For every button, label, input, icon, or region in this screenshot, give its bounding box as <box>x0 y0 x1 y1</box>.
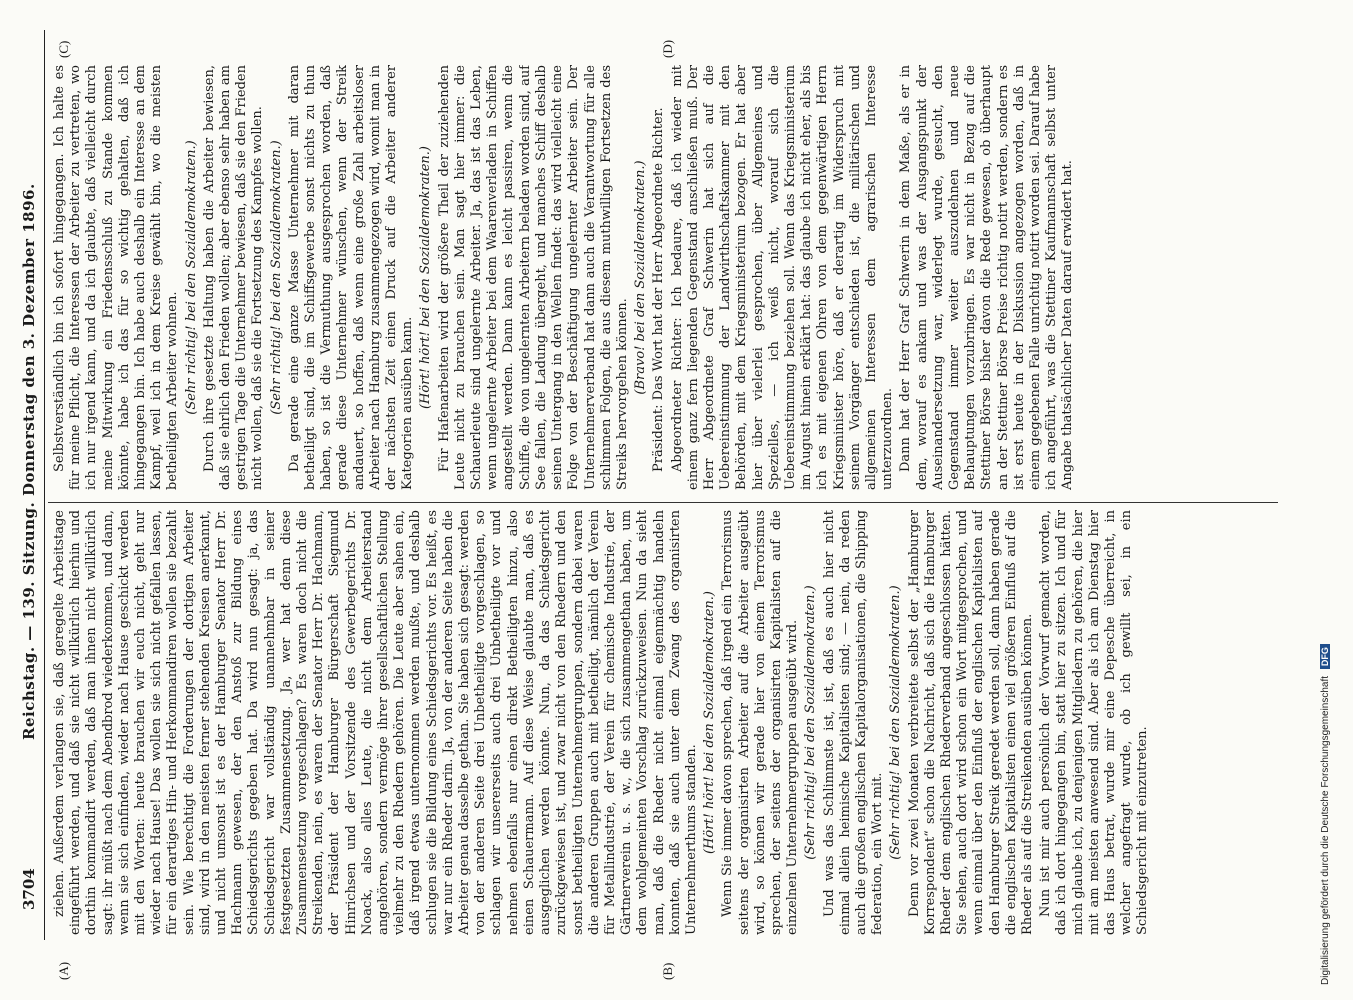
footer-text: Digitalisierung gefördert durch die Deutsche Forschungsgemeinschaft <box>1320 675 1331 985</box>
dfg-logo: DFG <box>1320 644 1330 669</box>
paragraph: Für Hafenarbeiten wird der größere Theil der zuziehenden Leute nicht zu brauchen sein. Man sagt hier immer: die Schauerleute sind ungelernte Arbeiter. Ja, das ist das Leben, wenn ungelernte Arbeiter bei dem Waarenverladen in Schiffen angestellt werden. Dann kann es leicht passiren, wenn die Schiffe, die von ungelernten Arbeitern beladen worden sind, auf See fallen, die Ladung übergeht, und manches Schiff deshalb seinen Untergang in den Wellen findet: das wird vielleicht eine Folge von der Beschäftigung ungelernter Arbeiter sein. Der Unternehmerverband hat dann auch die Verantwortung für alle schlimmen Folgen, die aus diesem muthwilligen Fortsetzen des Streiks hervorgehen können. <box>436 65 630 490</box>
paragraph: Nun ist mir auch persönlich der Vorwurf gemacht worden, daß ich dort hingegangen bin, statt hier zu sitzen. Ich und für mich glaube ich, zu denjenigen Mitgliedern zu gehören, die hier mit am meisten anwesend sind. Aber als ich am Dienstag hier das Haus betrat, wurde mir eine Depesche überreicht, in welcher angefragt wurde, ob ich gewillt sei, in ein Schiedsgericht mit einzutreten. <box>1038 510 1151 935</box>
margin-marker-a: (A) <box>56 961 71 980</box>
paragraph: (Sehr richtig! bei den Sozialdemokraten.) <box>888 585 904 860</box>
margin-marker-c: (C) <box>56 40 71 58</box>
paragraph: Dann hat der Herr Graf Schwerin in dem Maße, als er in dem, worauf es ankam und was der Ausgangspunkt der Auseinandersetzung war, widerlegt wurde, gesucht, den Gegenstand immer weiter auszudehnen und neue Behauptungen vorzubringen. Es war nicht in Bezug auf die Stettiner Börse bisher davon die Rede gewesen, ob überhaupt an der Stettiner Börse Preise richtig notirt werden, sondern es ist erst heute in der Diskussion angezogen worden, daß in einem gegebenen Falle unrichtig notirt worden sei. Darauf habe ich angeführt, was die Stettiner Kaufmannschaft selbst unter Angabe thatsächlicher Daten darauf erwidert hat. <box>898 65 1076 490</box>
paragraph: Da gerade eine ganze Masse Unternehmer mit daran betheiligt sind, die im Schiffsgewerbe sonst nichts zu thun haben, so ist die Vermuthung ausgesprochen worden, daß gerade diese Unternehmer wünschen, wenn der Streik andauert, so hoffen, daß wenn eine große Zahl arbeitsloser Arbeiter nach Hamburg zusammengezogen wird, womit man in der nächsten Zeit einen Druck auf die Arbeiter anderer Kategorien ausüben kann. <box>286 65 416 490</box>
margin-marker-b: (B) <box>660 962 675 980</box>
paragraph: (Sehr richtig! bei den Sozialdemokraten.) <box>183 140 199 415</box>
page-number: 3704 <box>20 868 38 910</box>
left-column <box>52 510 1267 935</box>
footer <box>1320 0 1342 1000</box>
paragraph: (Hört! hört! bei den Sozialdemokraten.) <box>418 146 434 410</box>
paragraph: Abgeordneter Richter: Ich bedaure, daß ich wieder mit einem ganz fern liegenden Gegenstand anschließen muß. Der Herr Abgeordnete Graf Schwerin hat sich auf die Uebereinstimmung der Landwirthschaftskammer mit den Behörden, mit dem Kriegsministerium bezogen. Er hat aber hier über vielerlei gesprochen, über Allgemeines und Spezielles, — ich weiß nicht, worauf sich die Uebereinstimmung beziehen soll. Wenn das Kriegsministerium im August hinein erklärt hat: das glaube ich nicht eher, als bis ich es mit eigenen Ohren von dem gegenwärtigen Herrn Kriegsminister höre, daß er derartig im Widerspruch mit seinem Vorgänger entschieden ist, die militärischen und allgemeinen Interessen dem agrarischen Interesse unterzuordnen. <box>669 65 896 490</box>
paragraph: (Hört! hört! bei den Sozialdemokraten.) <box>702 591 718 855</box>
page-header <box>16 50 42 910</box>
paragraph: (Sehr richtig! bei den Sozialdemokraten.) <box>268 140 284 415</box>
paragraph: Präsident: Das Wort hat der Herr Abgeordnete Richter. <box>651 107 667 472</box>
paragraph: Durch ihre gesetzte Haltung haben die Arbeiter bewiesen, daß sie ehrlich den Frieden wollen; aber ebenso sehr haben am gestrigen Tage die Unternehmer bewiesen, daß sie den Frieden nicht wollen, daß sie die Fortsetzung des Kampfes wollen. <box>201 65 266 490</box>
paragraph: Und was das Schlimmste ist, ist, daß es auch hier nicht einmal allein heimische Kapitalisten sind; — nein, da reden auch die großen englischen Kapitalorganisationen, die Shipping federation, ein Wort mit. <box>821 510 886 935</box>
paragraph: (Sehr richtig! bei den Sozialdemokraten.) <box>803 585 819 860</box>
margin-marker-d: (D) <box>660 39 675 58</box>
column-divider <box>48 502 1278 503</box>
paragraph: Denn vor zwei Monaten verbreitete selbst der „Hamburger Korrespondent“ schon die Nachricht, daß sich die Hamburger Rheder dem englischen Rhederverband angeschlossen hätten. Sie sehen, auch dort wird schon ein Wort mitgesprochen, und wenn einmal über den Einfluß der englischen Kapitalisten auf den Hamburger Streik geredet werden soll, dann haben gerade die englischen Kapitalisten einen viel größeren Einfluß auf die Rheder als auf die Streikenden ausüben können. <box>906 510 1035 935</box>
page-title: Reichstag. — 139. Sitzung. Donnerstag den 3. Dezember 1896. <box>20 183 38 740</box>
paragraph: Wenn Sie immer davon sprechen, daß irgend ein Terrorismus seitens der organisirten Arbeiter auf die Arbeiter ausgeübt wird, so können wir gerade hier von einem Terrorismus sprechen, der seitens der organisirten Kapitalisten auf die einzelnen Unternehmergruppen ausgeübt wird. <box>720 510 801 935</box>
paragraph: (Bravo! bei den Sozialdemokraten.) <box>633 160 649 395</box>
paragraph: Selbstverständlich bin ich sofort hingegangen. Ich halte es für meine Pflicht, die Interessen der Arbeiter zu vertreten, wo ich nur irgend kann, und da ich glaubte, daß vielleicht durch meine Mitwirkung ein Friedensschluß zu Stande kommen könnte, habe ich das für so wichtig gehalten, daß ich hingegangen bin. Ich habe auch deshalb ein Interesse an dem Kampf, weil ich in dem Kreise gewählt bin, wo die meisten betheiligten Arbeiter wohnen. <box>52 65 181 490</box>
paragraph: ziehen. Außerdem verlangen sie, daß geregelte Arbeitstage eingeführt werden, und daß sie nicht willkürlich hierhin und dorthin kommandirt werden, daß man ihnen nicht willkürlich sagt: ihr müßt nach dem Abendbrod wiederkommen, und dann, wenn sie sich einfinden, wieder nach Hause geschickt werden mit den Worten: heute brauchen wir euch nicht, geht nur wieder nach Hause! Das wollen sie sich nicht gefallen lassen, für ein derartiges Hin- und Herkommandiren wollen sie bezahlt sein. Wie berechtigt die Forderungen der dortigen Arbeiter sind, wird in den meisten ferner stehenden Kreisen anerkannt, und nicht umsonst ist es der Hamburger Senator Herr Dr. Hachmann gewesen, der den Anstoß zur Bildung eines Schiedsgerichts gegeben hat. Da wird nun gesagt: ja, das Schiedsgericht war vollständig unannehmbar in seiner festgesetzten Zusammensetzung. Ja, wer hat denn diese Zusammensetzung vorgeschlagen? Es waren doch nicht die Streikenden, nein, es waren der Senator Herr Dr. Hachmann, der Präsident der Hamburger Bürgerschaft Siegmund Hinrichsen und der Vorsitzende des Gewerbegerichts Dr. Noack, also alles Leute, die nicht dem Arbeiterstand angehören, sondern vermöge ihrer gesellschaftlichen Stellung vielmehr zu den Rhedern gehören. Die Leute aber sahen ein, daß irgend etwas unternommen werden mußte, und deshalb schlugen sie die Bildung eines Schiedsgerichts vor. Es heißt, es war nur ein Rheder darin. Ja, von der anderen Seite haben die Arbeiter genau dasselbe gethan. Sie haben sich gesagt: werden von der anderen Seite drei Unbetheiligte vorgeschlagen, so schlagen wir unsererseits auch drei Unbetheiligte vor und nehmen ebenfalls nur einen direkt Betheiligten hinzu, also einen Schauermann. Auf diese Weise glaubte man, daß es ausgeglichen werden könnte. Nun, da das Schiedsgericht zurückgewiesen ist, und zwar nicht von den Rhedern und den sonst betheiligten Unternehmergruppen, sondern dabei waren die anderen Gruppen auch mit betheiligt, nämlich der Verein für Metallindustrie, der Verein für chemische Industrie, der Gärtnerverein u. s. w., die sich zusammengethan haben, um dem wohlgemeinten Vorschlag zurückzuweisen. Nun da sieht man, daß die Rheder nicht einmal eigenmächtig handeln konnten, daß sie auch unter dem Zwang des organisirten Unternehmerthums standen. <box>52 510 699 935</box>
header-rule <box>44 30 45 940</box>
right-column <box>52 65 1267 490</box>
